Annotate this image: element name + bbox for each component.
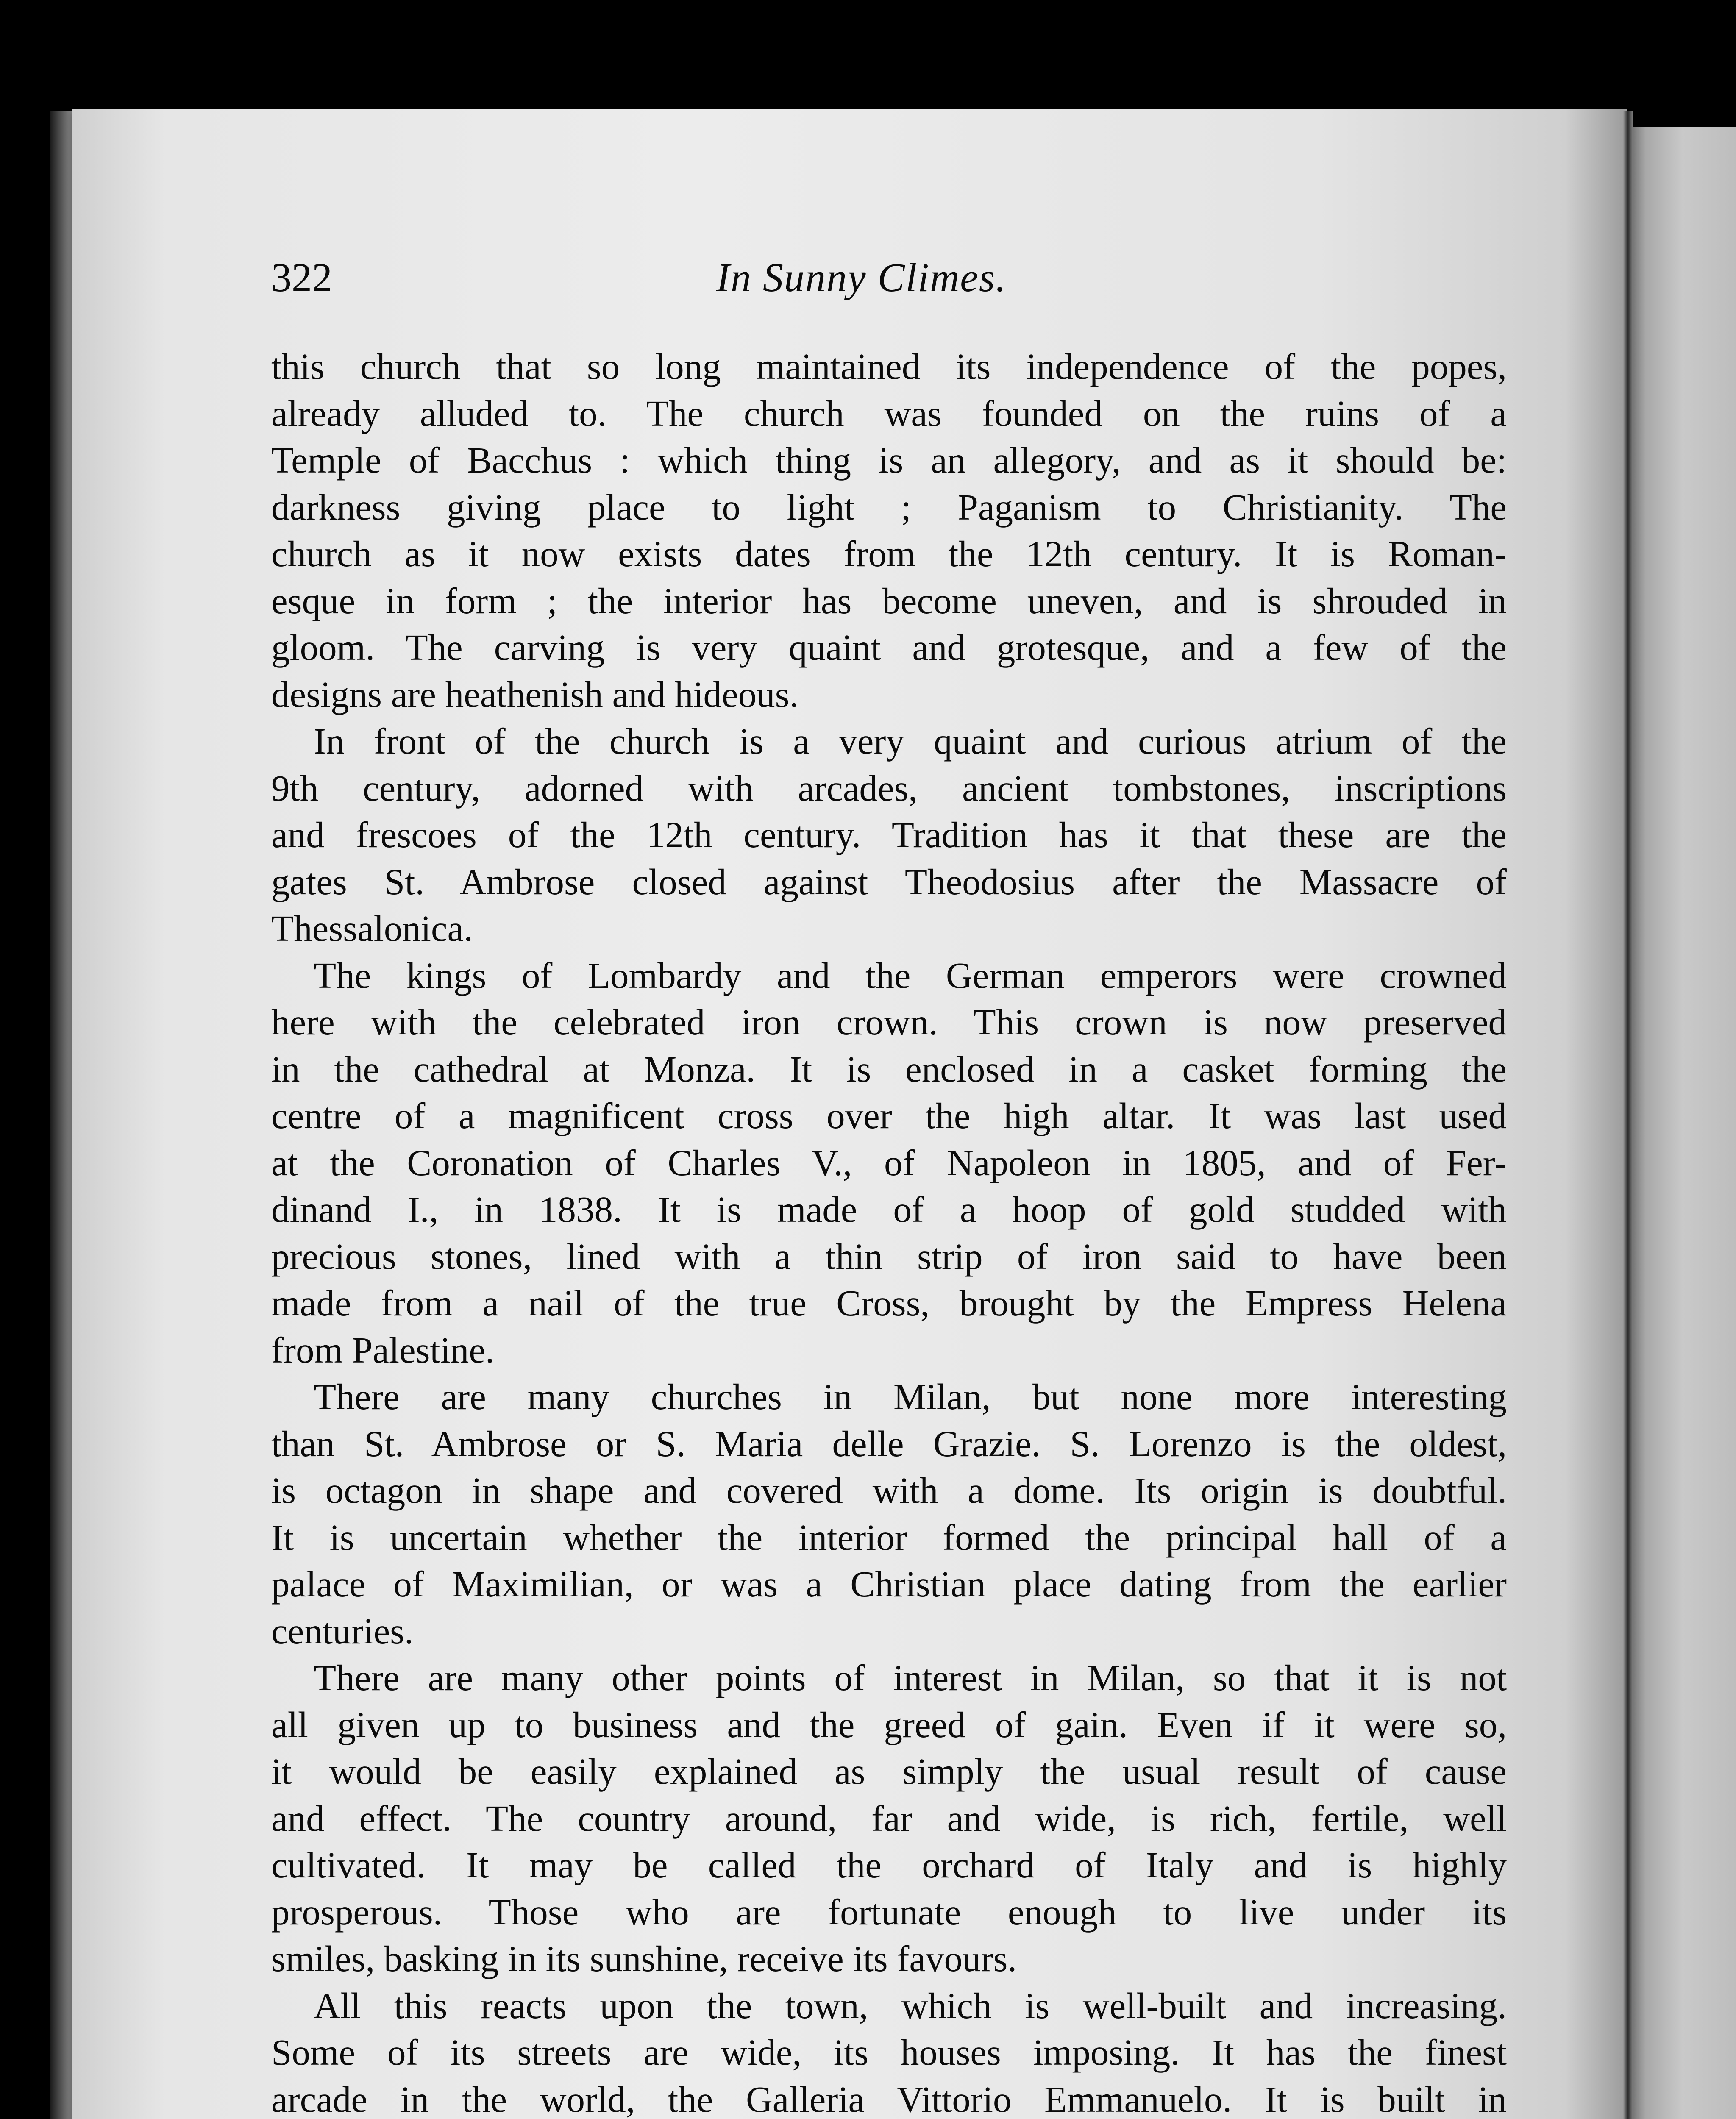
text-line: Temple of Bacchus : which thing is an allegory, and as it should be: (271, 439, 1507, 481)
running-title: In Sunny Climes. (716, 255, 1007, 300)
adjacent-page-edge (1630, 127, 1736, 2119)
text-line: Some of its streets are wide, its houses imposing. It has the finest (271, 2032, 1507, 2073)
text-line: than St. Ambrose or S. Maria delle Grazie. S. Lorenzo is the oldest, (271, 1423, 1507, 1464)
spine-shadow (50, 111, 75, 2119)
text-line: There are many other points of interest in Milan, so that it is not (314, 1657, 1507, 1698)
text-line: There are many churches in Milan, but none more interesting (314, 1376, 1507, 1417)
text-line: 9th century, adorned with arcades, ancient tombstones, inscriptions (271, 767, 1507, 809)
text-line: The kings of Lombardy and the German emperors were crowned (314, 954, 1507, 996)
text-line: from Palestine. (271, 1329, 495, 1371)
paragraph (271, 1374, 1507, 1655)
text-line: smiles, basking in its sunshine, receive its favours. (271, 1938, 1017, 1979)
text-line: is octagon in shape and covered with a dome. Its origin is doubtful. (271, 1470, 1507, 1511)
text-line: arcade in the world, the Galleria Vittorio Emmanuelo. It is built in (271, 2078, 1507, 2119)
text-line: church as it now exists dates from the 12th century. It is Roman- (271, 533, 1507, 574)
text-line: centuries. (271, 1610, 414, 1652)
text-line: centre of a magnificent cross over the high altar. It was last used (271, 1095, 1507, 1136)
text-line: all given up to business and the greed of gain. Even if it were so, (271, 1704, 1507, 1745)
paragraph (271, 952, 1507, 1374)
text-line: in the cathedral at Monza. It is enclosed in a casket forming the (271, 1048, 1507, 1090)
text-line: gloom. The carving is very quaint and grotesque, and a few of the (271, 627, 1507, 668)
text-line: prosperous. Those who are fortunate enough to live under its (271, 1891, 1507, 1933)
text-line: esque in form ; the interior has become uneven, and is shrouded in (271, 580, 1507, 621)
text-line: made from a nail of the true Cross, brought by the Empress Helena (271, 1282, 1507, 1324)
text-line: designs are heathenish and hideous. (271, 673, 799, 715)
text-line: dinand I., in 1838. It is made of a hoop of gold studded with (271, 1189, 1507, 1230)
paragraph (271, 1655, 1507, 1983)
body-text (271, 343, 1507, 2119)
page-number: 322 (271, 255, 332, 300)
text-line: In front of the church is a very quaint and curious atrium of the (314, 720, 1507, 762)
text-line: and effect. The country around, far and wide, is rich, fertile, well (271, 1797, 1507, 1839)
text-line: palace of Maximilian, or was a Christian place dating from the earlier (271, 1563, 1507, 1605)
text-line: Thessalonica. (271, 908, 473, 949)
paragraph (271, 718, 1507, 952)
text-line: darkness giving place to light ; Paganism to Christianity. The (271, 486, 1507, 528)
text-line: gates St. Ambrose closed against Theodosius after the Massacre of (271, 861, 1507, 902)
text-line: cultivated. It may be called the orchard of Italy and is highly (271, 1844, 1507, 1885)
text-line: here with the celebrated iron crown. This crown is now preserved (271, 1001, 1507, 1043)
running-head (271, 248, 1543, 307)
text-line: this church that so long maintained its independence of the popes, (271, 346, 1507, 387)
text-line: it would be easily explained as simply the usual result of cause (271, 1751, 1507, 1792)
text-line: All this reacts upon the town, which is well-built and increasing. (314, 1985, 1507, 2026)
page-fold (1623, 111, 1633, 2119)
paragraph (271, 1983, 1507, 2119)
text-line: It is uncertain whether the interior formed the principal hall of a (271, 1516, 1507, 1558)
text-line: at the Coronation of Charles V., of Napoleon in 1805, and of Fer- (271, 1142, 1507, 1183)
text-line: and frescoes of the 12th century. Tradition has it that these are the (271, 814, 1507, 855)
text-line: precious stones, lined with a thin strip of iron said to have been (271, 1235, 1507, 1277)
text-line: already alluded to. The church was founded on the ruins of a (271, 392, 1507, 434)
paragraph (271, 343, 1507, 718)
